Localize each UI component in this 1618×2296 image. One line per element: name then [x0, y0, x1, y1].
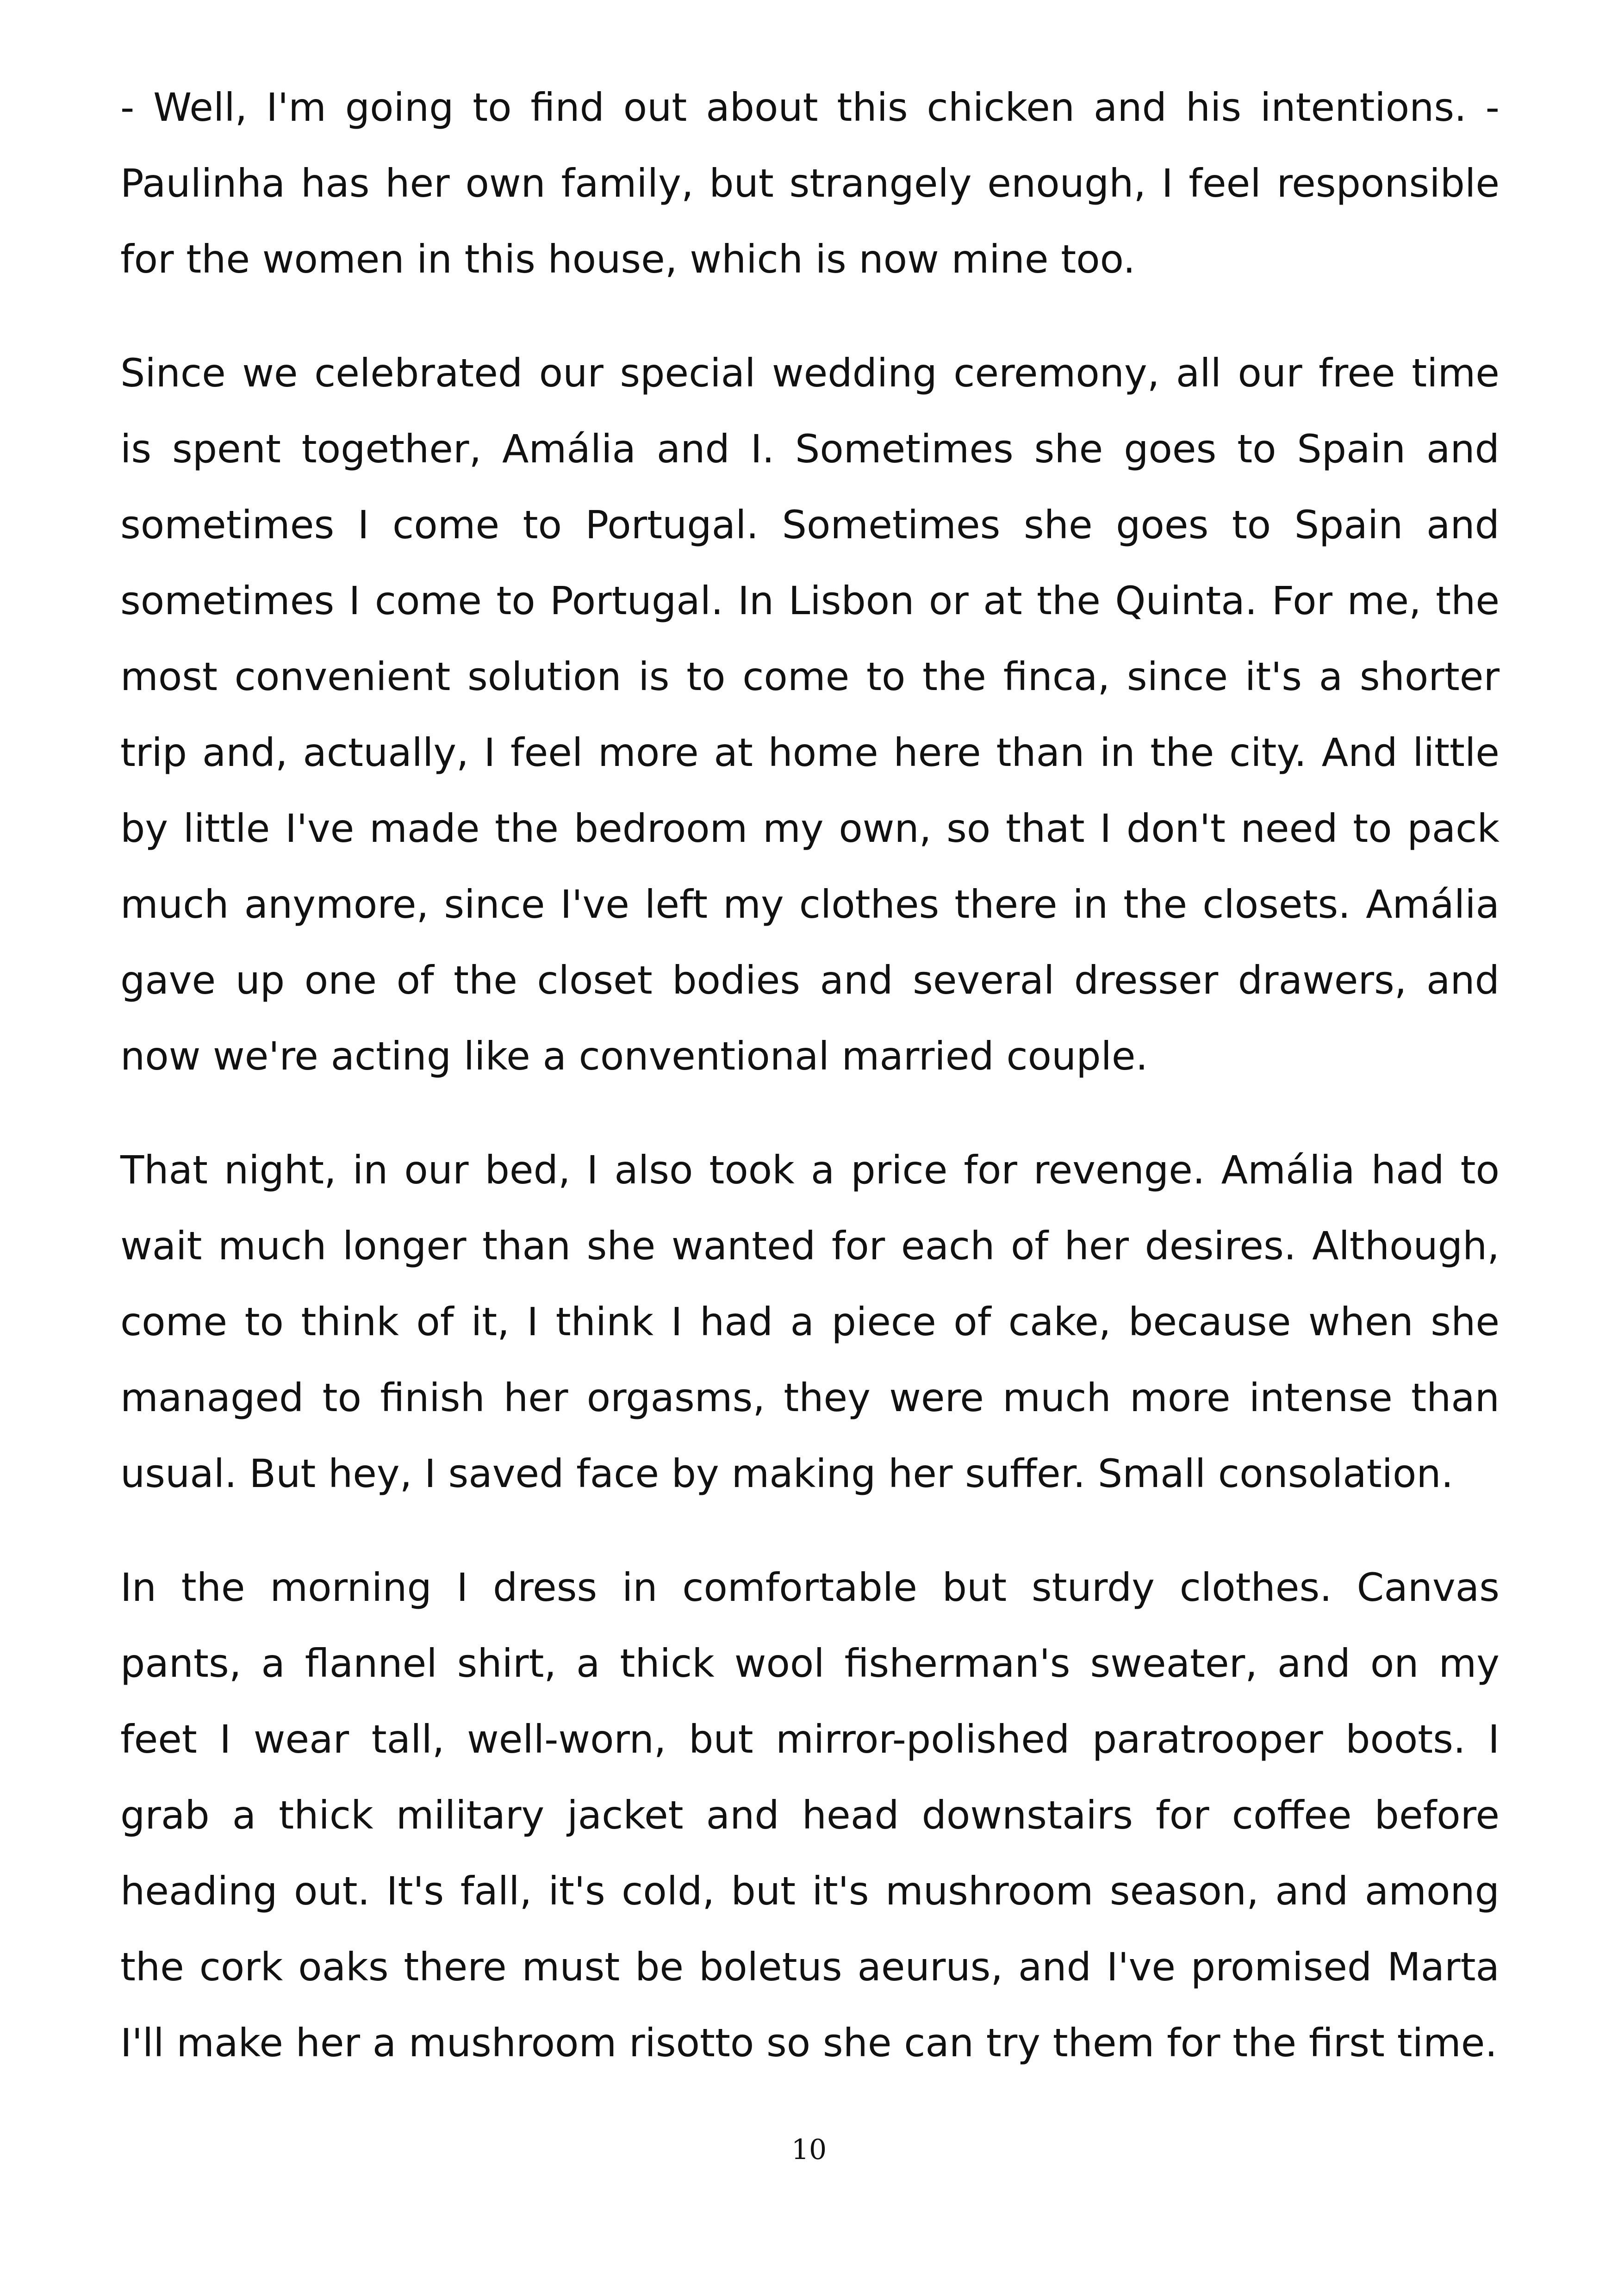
- body-text: [120, 69, 1500, 2119]
- paragraph-2: Since we celebrated our special wedding ceremony, all our free time is spent together, Amália and I. Sometimes she goes to Spain and sometimes I come to Portugal. Sometimes she goes to Spain and sometimes I come to Portugal. In Lisbon or at the Quinta. For me, the most convenient solution is to come to the finca, since it's a shorter trip and, actually, I feel more at home here than in the city. And little by little I've made the bedroom my own, so that I don't need to pack much anymore, since I've left my clothes there in the closets. Amália gave up one of the closet bodies and several dresser drawers, and now we're acting like a conventional married couple.: [120, 350, 1500, 1079]
- paragraph-1: - Well, I'm going to find out about this chicken and his intentions. - Paulinha has her own family, but strangely enough, I feel responsible for the women in this house, which is now mine too.: [120, 85, 1500, 282]
- paragraph-3: That night, in our bed, I also took a price for revenge. Amália had to wait much longer than she wanted for each of her desires. Although, come to think of it, I think I had a piece of cake, because when she managed to finish her orgasms, they were much more intense than usual. But hey, I saved face by making her suffer. Small consolation.: [120, 1147, 1500, 1496]
- paragraph-4: In the morning I dress in comfortable but sturdy clothes. Canvas pants, a flannel shirt, a thick wool fisherman's sweater, and on my feet I wear tall, well-worn, but mirror-polished paratrooper boots. I grab a thick military jacket and head downstairs for coffee before heading out. It's fall, it's cold, but it's mushroom season, and among the cork oaks there must be boletus aeurus, and I've promised Marta I'll make her a mushroom risotto so she can try them for the first time.: [120, 1565, 1500, 2066]
- page-number: 10: [791, 2134, 827, 2166]
